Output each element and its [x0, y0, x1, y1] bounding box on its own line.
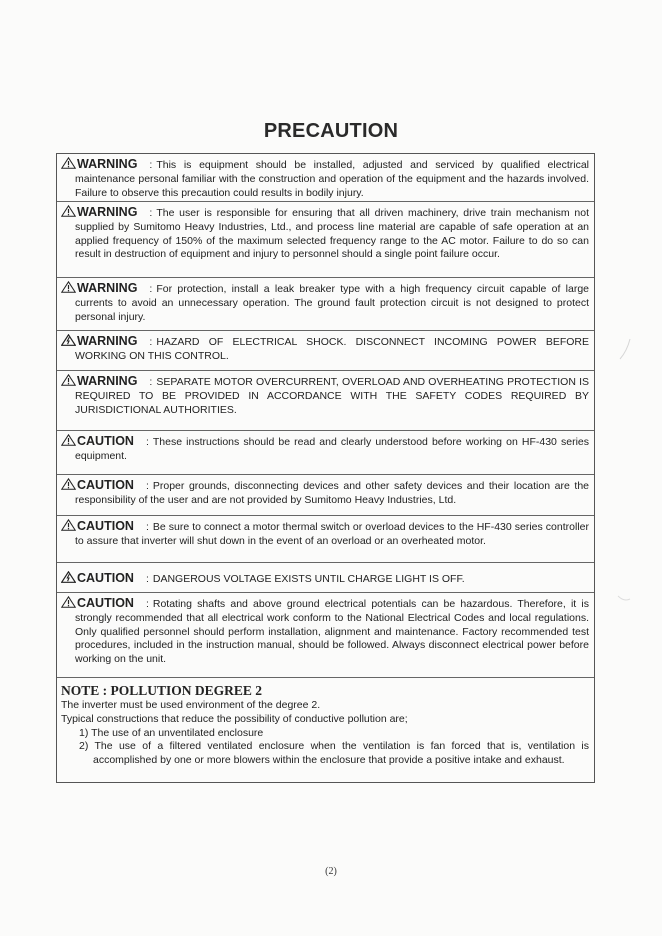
- precaution-section-1: WARNING : This is equipment should be installed, adjusted and serviced by qualified electrical maintenance personal familiar with the construction and operation of the equipment and the hazards involved. Failure to observe this precaution could results in bodily injury.: [57, 154, 594, 202]
- section-label: WARNING: [61, 157, 137, 172]
- section-label: CAUTION: [61, 478, 134, 493]
- section-label: CAUTION: [61, 519, 134, 534]
- note-line: Typical constructions that reduce the possibility of conductive pollution are;: [61, 712, 408, 725]
- section-text: Proper grounds, disconnecting devices and other safety devices and their location are the responsibility of the user and are not provided by Sumitomo Heavy Industries, Ltd.: [75, 480, 589, 506]
- precaution-section-10: CAUTION : Rotating shafts and above ground electrical potentials can be hazardous. Therefore, it is strongly recommended that all electrical work conform to the National Electrical Codes and local regulations. Only qualified personnel should perform installation, alignment and maintenance. Factory recommended test procedures, included in the instruction manual, should be followed. Always disconnect electrical power before working on the unit.: [57, 593, 594, 678]
- section-label: CAUTION: [61, 434, 134, 449]
- page-number: (2): [325, 866, 337, 877]
- scan-mark: [618, 335, 632, 365]
- caution-triangle-icon: [61, 519, 76, 531]
- section-text: DANGEROUS VOLTAGE EXISTS UNTIL CHARGE LIGHT IS OFF.: [152, 573, 465, 585]
- note-list-item: 2) The use of a filtered ventilated enclosure when the ventilation is fan forced that is, ventilation is accomplished by one or more blowers within the enclosure that provide a positive intake and exhaust.: [79, 740, 589, 767]
- section-label: WARNING: [61, 205, 137, 220]
- precaution-box: [56, 153, 595, 783]
- caution-triangle-icon: [61, 596, 76, 608]
- section-label: WARNING: [61, 374, 137, 389]
- section-label: CAUTION: [61, 596, 134, 611]
- scan-mark: [616, 590, 632, 610]
- precaution-section-8: CAUTION : Be sure to connect a motor thermal switch or overload devices to the HF-430 series controller to assure that inverter will shut down in the event of an overload or an overheated motor.: [57, 516, 594, 563]
- note-heading: NOTE : POLLUTION DEGREE 2: [61, 683, 263, 698]
- precaution-section-7: CAUTION : Proper grounds, disconnecting devices and other safety devices and their location are the responsibility of the user and are not provided by Sumitomo Heavy Industries, Ltd.: [57, 475, 594, 516]
- warning-triangle-icon: [61, 281, 76, 293]
- note-list-item: 1) The use of an unventilated enclosure: [79, 726, 264, 739]
- section-text: Be sure to connect a motor thermal switch or overload devices to the HF-430 series controller to assure that inverter will shut down in the event of an overload or an overheated motor.: [75, 521, 589, 547]
- caution-triangle-icon: [61, 478, 76, 490]
- page-title: PRECAUTION: [263, 120, 399, 142]
- precaution-section-4: WARNING : HAZARD OF ELECTRICAL SHOCK. DISCONNECT INCOMING POWER BEFORE WORKING ON THIS CONTROL.: [57, 331, 594, 371]
- precaution-section-6: CAUTION : These instructions should be read and clearly understood before working on HF-430 series equipment.: [57, 431, 594, 475]
- note-line: The inverter must be used environment of the degree 2.: [61, 699, 321, 711]
- precaution-section-3: WARNING : For protection, install a leak breaker type with a high frequency circuit capable of large currents to avoid an unnecessary operation. The ground fault protection circuit is not designed to protect personal injury.: [57, 278, 594, 331]
- warning-triangle-icon: [61, 374, 76, 386]
- section-text: This is equipment should be installed, adjusted and serviced by qualified electrical maintenance personal familiar with the construction and operation of the equipment and the hazards involved. Failure to observe this precaution could results in bodily injury.: [75, 159, 589, 199]
- section-text: Rotating shafts and above ground electrical potentials can be hazardous. Therefore, it is strongly recommended that all electrical work conform to the National Electrical Codes and local regulations. Only qualified personnel should perform installation, alignment and maintenance. Factory recommended test procedures, included in the instruction manual, should be followed. Always disconnect electrical power before working on the unit.: [75, 598, 589, 666]
- section-label: WARNING: [61, 281, 137, 296]
- section-text: HAZARD OF ELECTRICAL SHOCK. DISCONNECT INCOMING POWER BEFORE WORKING ON THIS CONTROL.: [75, 336, 589, 362]
- section-label: CAUTION: [61, 571, 134, 586]
- warning-triangle-icon: [61, 157, 76, 169]
- precaution-section-9: CAUTION : DANGEROUS VOLTAGE EXISTS UNTIL CHARGE LIGHT IS OFF.: [57, 563, 594, 593]
- section-text: SEPARATE MOTOR OVERCURRENT, OVERLOAD AND OVERHEATING PROTECTION IS REQUIRED TO BE PROVIDED IN ACCORDANCE WITH THE SAFETY CODES REQUIRED BY JURISDICTIONAL AUTHORITIES.: [75, 376, 589, 416]
- electric-shock-icon: [61, 571, 76, 583]
- note-section: [57, 678, 594, 784]
- electric-shock-icon: [61, 334, 76, 346]
- caution-triangle-icon: [61, 434, 76, 446]
- warning-triangle-icon: [61, 205, 76, 217]
- precaution-section-2: WARNING : The user is responsible for ensuring that all driven machinery, drive train mechanism not supplied by Sumitomo Heavy Industries, Ltd., and process line material are capable of safe operation at an applied frequency of 150% of the maximum selected frequency range to the AC motor. Failure to do so can result in destruction of equipment and injury to personnel should a single point failure occur.: [57, 202, 594, 278]
- section-text: These instructions should be read and clearly understood before working on HF-430 series equipment.: [75, 436, 589, 462]
- section-label: WARNING: [61, 334, 137, 349]
- section-text: For protection, install a leak breaker type with a high frequency circuit capable of large currents to avoid an unnecessary operation. The ground fault protection circuit is not designed to protect personal injury.: [75, 283, 589, 323]
- section-text: The user is responsible for ensuring that all driven machinery, drive train mechanism not supplied by Sumitomo Heavy Industries, Ltd., and process line material are capable of safe operation at an applied frequency of 150% of the maximum selected frequency range to the AC motor. Failure to do so can result in destruction of equipment and injury to personnel should a single point failure occur.: [75, 207, 589, 261]
- precaution-section-5: WARNING : SEPARATE MOTOR OVERCURRENT, OVERLOAD AND OVERHEATING PROTECTION IS REQUIRED TO BE PROVIDED IN ACCORDANCE WITH THE SAFETY CODES REQUIRED BY JURISDICTIONAL AUTHORITIES.: [57, 371, 594, 431]
